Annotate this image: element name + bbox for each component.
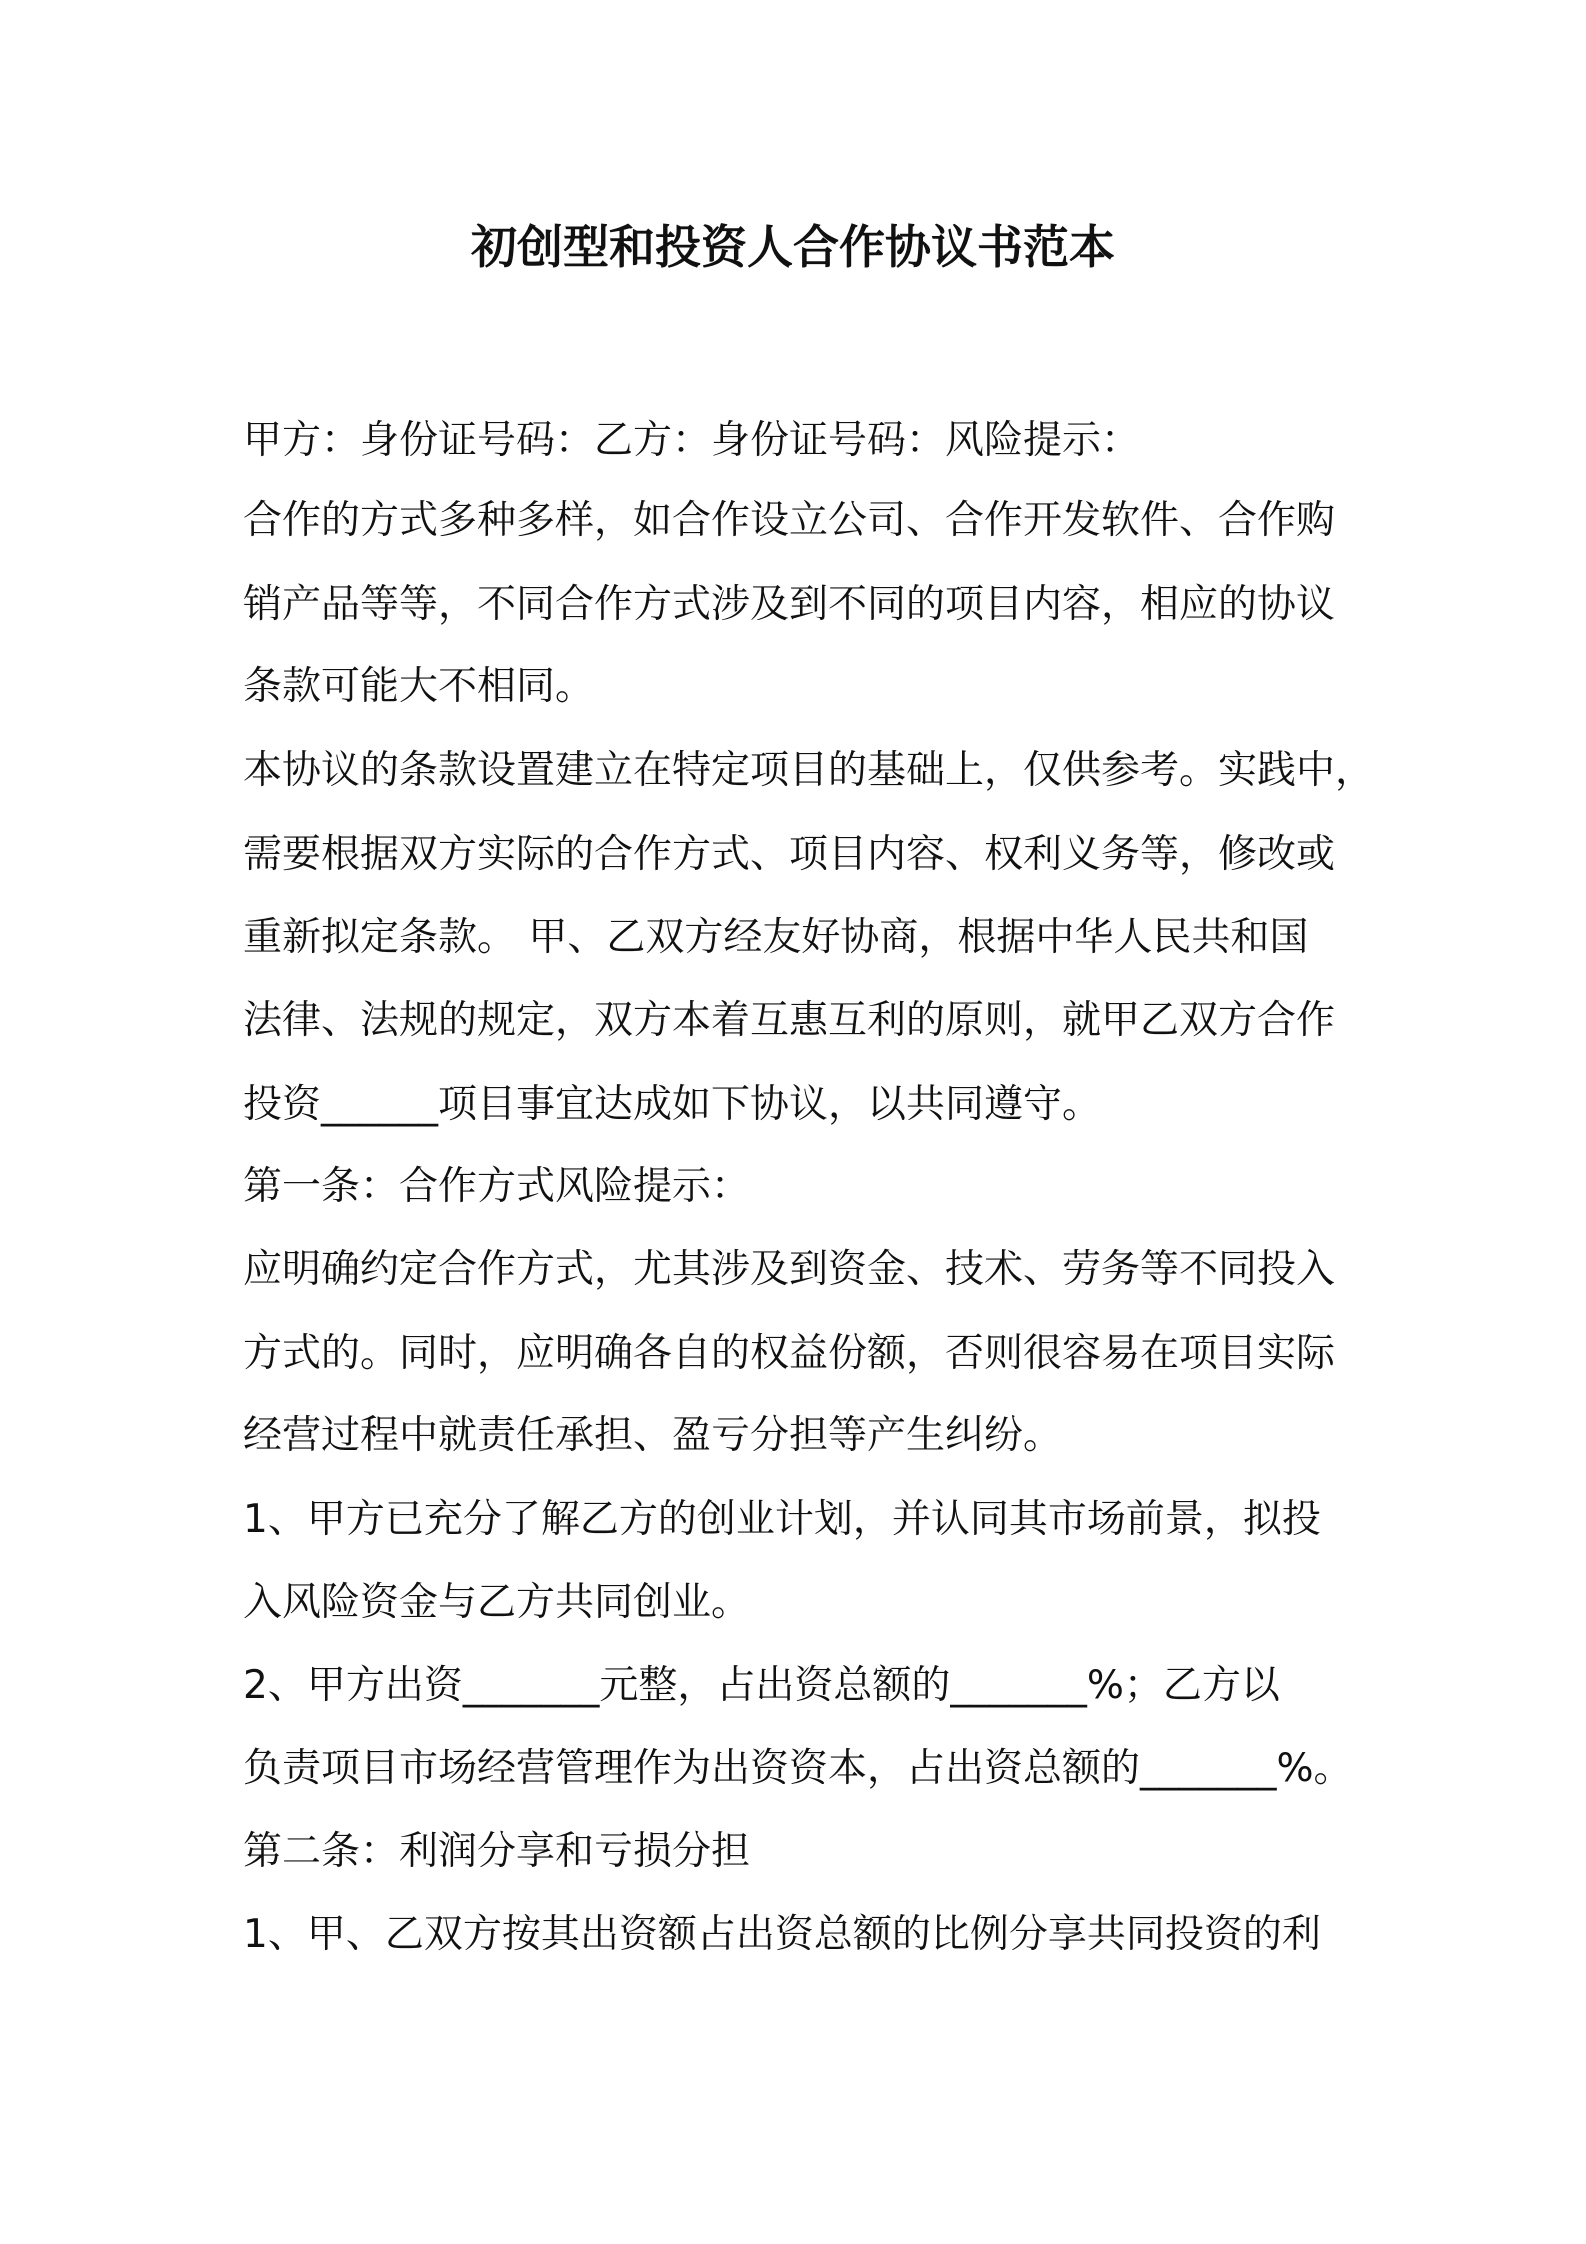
document-line: 第二条：利润分享和亏损分担 <box>243 1829 751 1874</box>
document-line: 条款可能大不相同。 <box>243 664 595 709</box>
document-line: 负责项目市场经营管理作为出资资本，占出资总额的_______%。 <box>243 1746 1353 1791</box>
document-line: 销产品等等，不同合作方式涉及到不同的项目内容，相应的协议 <box>243 582 1336 627</box>
document-line: 重新拟定条款。 甲、乙双方经友好协商，根据中华人民共和国 <box>243 915 1309 960</box>
document-line: 甲方：身份证号码：乙方：身份证号码：风险提示： <box>243 418 1141 463</box>
document-line: 本协议的条款设置建立在特定项目的基础上，仅供参考。实践中， <box>243 748 1375 793</box>
document-line: 入风险资金与乙方共同创业。 <box>243 1580 751 1625</box>
document-line: 经营过程中就责任承担、盈亏分担等产生纠纷。 <box>243 1413 1063 1458</box>
document-title: 初创型和投资人合作协议书范本 <box>471 220 1115 274</box>
document-line: 2、甲方出资_______元整，占出资总额的_______%；乙方以 <box>243 1663 1280 1708</box>
document-line: 需要根据双方实际的合作方式、项目内容、权利义务等，修改或 <box>243 832 1336 877</box>
document-line: 方式的。同时，应明确各自的权益份额，否则很容易在项目实际 <box>243 1331 1336 1376</box>
document-line: 1、甲、乙双方按其出资额占出资总额的比例分享共同投资的利 <box>243 1912 1321 1957</box>
document-line: 应明确约定合作方式，尤其涉及到资金、技术、劳务等不同投入 <box>243 1247 1336 1292</box>
document-line: 1、甲方已充分了解乙方的创业计划，并认同其市场前景，拟投 <box>243 1497 1321 1542</box>
document-line: 法律、法规的规定，双方本着互惠互利的原则，就甲乙双方合作 <box>243 998 1336 1043</box>
document-line: 投资______项目事宜达成如下协议，以共同遵守。 <box>243 1082 1102 1127</box>
document-line: 第一条：合作方式风险提示： <box>243 1164 751 1209</box>
document-line: 合作的方式多种多样，如合作设立公司、合作开发软件、合作购 <box>243 498 1336 543</box>
